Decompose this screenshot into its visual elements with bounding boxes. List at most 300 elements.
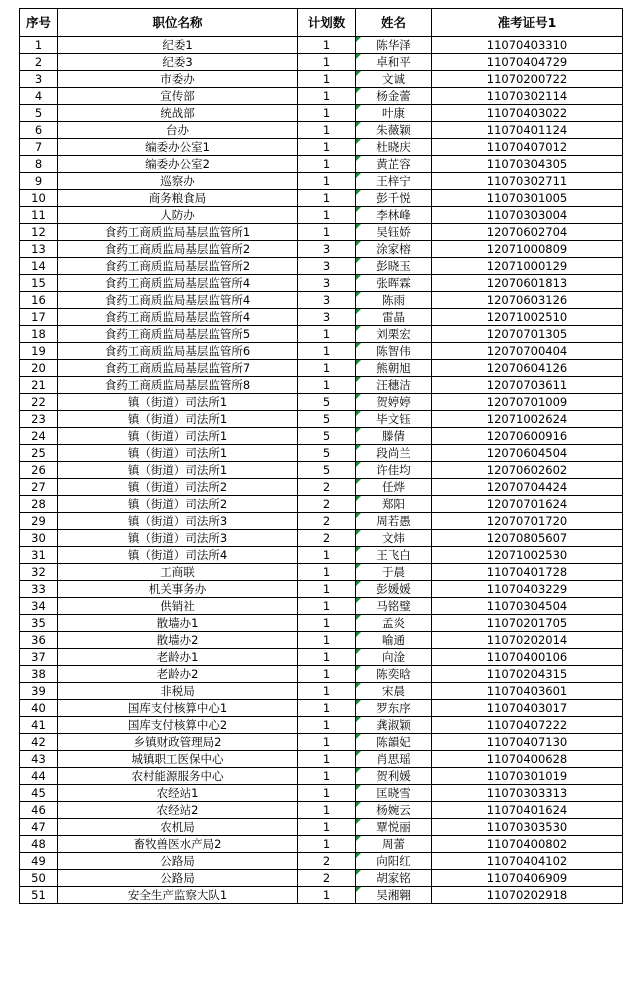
plan-count-cell: 1	[298, 717, 356, 734]
row-index-cell: 40	[20, 700, 58, 717]
position-cell: 镇（街道）司法所3	[58, 530, 298, 547]
position-cell: 城镇职工医保中心	[58, 751, 298, 768]
position-cell: 镇（街道）司法所1	[58, 411, 298, 428]
name-cell: 陈韻妃	[356, 734, 432, 751]
position-cell: 编委办公室1	[58, 139, 298, 156]
plan-count-cell: 1	[298, 122, 356, 139]
name-cell: 喻通	[356, 632, 432, 649]
exam-number-cell: 11070204315	[432, 666, 623, 683]
plan-count-cell: 1	[298, 173, 356, 190]
table-row	[20, 564, 623, 581]
plan-count-cell: 1	[298, 156, 356, 173]
row-index-cell: 21	[20, 377, 58, 394]
row-index-cell: 6	[20, 122, 58, 139]
plan-count-cell: 3	[298, 309, 356, 326]
row-index-cell: 10	[20, 190, 58, 207]
table-row	[20, 717, 623, 734]
plan-count-cell: 1	[298, 360, 356, 377]
exam-number-cell: 11070301005	[432, 190, 623, 207]
position-cell: 公路局	[58, 870, 298, 887]
name-cell: 贺利媛	[356, 768, 432, 785]
table-row	[20, 632, 623, 649]
row-index-cell: 15	[20, 275, 58, 292]
position-cell: 食药工商质监局基层监管所4	[58, 292, 298, 309]
position-cell: 镇（街道）司法所4	[58, 547, 298, 564]
table-row	[20, 88, 623, 105]
exam-number-cell: 12071002530	[432, 547, 623, 564]
exam-number-cell: 11070202918	[432, 887, 623, 904]
table-row	[20, 751, 623, 768]
table-row	[20, 326, 623, 343]
table-row	[20, 547, 623, 564]
exam-number-cell: 11070303004	[432, 207, 623, 224]
plan-count-cell: 1	[298, 564, 356, 581]
table-row	[20, 870, 623, 887]
position-cell: 畜牧兽医水产局2	[58, 836, 298, 853]
name-cell: 胡家铭	[356, 870, 432, 887]
position-cell: 食药工商质监局基层监管所2	[58, 241, 298, 258]
name-cell: 罗东序	[356, 700, 432, 717]
row-index-cell: 45	[20, 785, 58, 802]
position-cell: 统战部	[58, 105, 298, 122]
position-cell: 纪委3	[58, 54, 298, 71]
position-cell: 非税局	[58, 683, 298, 700]
row-index-cell: 27	[20, 479, 58, 496]
name-cell: 向淦	[356, 649, 432, 666]
name-cell: 于晨	[356, 564, 432, 581]
plan-count-cell: 1	[298, 190, 356, 207]
row-index-cell: 24	[20, 428, 58, 445]
table-row	[20, 615, 623, 632]
name-cell: 许佳均	[356, 462, 432, 479]
position-cell: 镇（街道）司法所1	[58, 445, 298, 462]
exam-number-cell: 11070202014	[432, 632, 623, 649]
position-cell: 农经站1	[58, 785, 298, 802]
row-index-cell: 7	[20, 139, 58, 156]
exam-number-cell: 11070403229	[432, 581, 623, 598]
exam-number-cell: 11070200722	[432, 71, 623, 88]
header-exam-number: 准考证号1	[432, 9, 623, 37]
position-cell: 供销社	[58, 598, 298, 615]
exam-number-cell: 12071002510	[432, 309, 623, 326]
table-row	[20, 105, 623, 122]
row-index-cell: 46	[20, 802, 58, 819]
row-index-cell: 51	[20, 887, 58, 904]
position-cell: 农经站2	[58, 802, 298, 819]
name-cell: 陈雨	[356, 292, 432, 309]
row-index-cell: 1	[20, 37, 58, 54]
row-index-cell: 50	[20, 870, 58, 887]
table-row	[20, 377, 623, 394]
position-cell: 安全生产监察大队1	[58, 887, 298, 904]
plan-count-cell: 1	[298, 768, 356, 785]
name-cell: 陈智伟	[356, 343, 432, 360]
exam-number-cell: 12070805607	[432, 530, 623, 547]
row-index-cell: 22	[20, 394, 58, 411]
row-index-cell: 34	[20, 598, 58, 615]
exam-number-cell: 12071000809	[432, 241, 623, 258]
name-cell: 匡晓雪	[356, 785, 432, 802]
row-index-cell: 2	[20, 54, 58, 71]
name-cell: 覃悦丽	[356, 819, 432, 836]
exam-number-cell: 12070602704	[432, 224, 623, 241]
row-index-cell: 8	[20, 156, 58, 173]
name-cell: 杨金蕾	[356, 88, 432, 105]
exam-number-cell: 11070400106	[432, 649, 623, 666]
row-index-cell: 48	[20, 836, 58, 853]
row-index-cell: 29	[20, 513, 58, 530]
position-cell: 人防办	[58, 207, 298, 224]
name-cell: 滕倩	[356, 428, 432, 445]
name-cell: 陈华泽	[356, 37, 432, 54]
plan-count-cell: 1	[298, 105, 356, 122]
row-index-cell: 37	[20, 649, 58, 666]
plan-count-cell: 1	[298, 54, 356, 71]
row-index-cell: 30	[20, 530, 58, 547]
name-cell: 向阳红	[356, 853, 432, 870]
position-cell: 巡察办	[58, 173, 298, 190]
row-index-cell: 11	[20, 207, 58, 224]
name-cell: 吴钰娇	[356, 224, 432, 241]
exam-number-cell: 12070701720	[432, 513, 623, 530]
name-cell: 彭千悦	[356, 190, 432, 207]
row-index-cell: 41	[20, 717, 58, 734]
position-cell: 镇（街道）司法所2	[58, 496, 298, 513]
row-index-cell: 47	[20, 819, 58, 836]
row-index-cell: 4	[20, 88, 58, 105]
row-index-cell: 38	[20, 666, 58, 683]
exam-number-cell: 11070401624	[432, 802, 623, 819]
table-row	[20, 173, 623, 190]
plan-count-cell: 1	[298, 139, 356, 156]
row-index-cell: 42	[20, 734, 58, 751]
exam-number-cell: 12070602602	[432, 462, 623, 479]
exam-number-cell: 11070301019	[432, 768, 623, 785]
exam-number-cell: 12070704424	[432, 479, 623, 496]
table-row	[20, 853, 623, 870]
name-cell: 杜晓庆	[356, 139, 432, 156]
position-cell: 食药工商质监局基层监管所7	[58, 360, 298, 377]
name-cell: 张晖霖	[356, 275, 432, 292]
name-cell: 李林峰	[356, 207, 432, 224]
plan-count-cell: 1	[298, 377, 356, 394]
table-row	[20, 207, 623, 224]
position-cell: 纪委1	[58, 37, 298, 54]
table-row	[20, 428, 623, 445]
name-cell: 宋晨	[356, 683, 432, 700]
plan-count-cell: 3	[298, 241, 356, 258]
table-row	[20, 666, 623, 683]
exam-number-cell: 12070603126	[432, 292, 623, 309]
plan-count-cell: 1	[298, 71, 356, 88]
row-index-cell: 3	[20, 71, 58, 88]
exam-number-cell: 12070701305	[432, 326, 623, 343]
table-row	[20, 496, 623, 513]
plan-count-cell: 1	[298, 751, 356, 768]
row-index-cell: 13	[20, 241, 58, 258]
table-row	[20, 785, 623, 802]
table-row	[20, 445, 623, 462]
header-position: 职位名称	[58, 9, 298, 37]
position-cell: 台办	[58, 122, 298, 139]
position-cell: 镇（街道）司法所1	[58, 394, 298, 411]
plan-count-cell: 5	[298, 411, 356, 428]
row-index-cell: 16	[20, 292, 58, 309]
position-cell: 食药工商质监局基层监管所4	[58, 275, 298, 292]
row-index-cell: 28	[20, 496, 58, 513]
position-cell: 食药工商质监局基层监管所2	[58, 258, 298, 275]
exam-number-cell: 11070403310	[432, 37, 623, 54]
plan-count-cell: 1	[298, 547, 356, 564]
table-row	[20, 700, 623, 717]
plan-count-cell: 1	[298, 819, 356, 836]
exam-number-cell: 11070400628	[432, 751, 623, 768]
plan-count-cell: 2	[298, 530, 356, 547]
name-cell: 马铭璧	[356, 598, 432, 615]
row-index-cell: 31	[20, 547, 58, 564]
plan-count-cell: 1	[298, 581, 356, 598]
name-cell: 陈奕晗	[356, 666, 432, 683]
name-cell: 彭媛媛	[356, 581, 432, 598]
name-cell: 吴湘翱	[356, 887, 432, 904]
table-row	[20, 768, 623, 785]
exam-number-cell: 11070304504	[432, 598, 623, 615]
exam-number-cell: 11070303313	[432, 785, 623, 802]
exam-number-cell: 11070401728	[432, 564, 623, 581]
table-row	[20, 54, 623, 71]
exam-number-cell: 11070201705	[432, 615, 623, 632]
name-cell: 孟炎	[356, 615, 432, 632]
table-row	[20, 462, 623, 479]
exam-number-cell: 11070302114	[432, 88, 623, 105]
name-cell: 黄芷容	[356, 156, 432, 173]
plan-count-cell: 1	[298, 734, 356, 751]
plan-count-cell: 1	[298, 836, 356, 853]
name-cell: 刘栗宏	[356, 326, 432, 343]
name-cell: 龚淑颖	[356, 717, 432, 734]
name-cell: 王梓宁	[356, 173, 432, 190]
name-cell: 卓和平	[356, 54, 432, 71]
plan-count-cell: 1	[298, 887, 356, 904]
row-index-cell: 39	[20, 683, 58, 700]
row-index-cell: 18	[20, 326, 58, 343]
row-index-cell: 44	[20, 768, 58, 785]
position-cell: 国库支付核算中心1	[58, 700, 298, 717]
plan-count-cell: 1	[298, 37, 356, 54]
position-cell: 镇（街道）司法所1	[58, 462, 298, 479]
exam-number-cell: 11070403017	[432, 700, 623, 717]
table-row	[20, 343, 623, 360]
row-index-cell: 49	[20, 853, 58, 870]
exam-number-cell: 12070701009	[432, 394, 623, 411]
exam-number-cell: 11070407222	[432, 717, 623, 734]
name-cell: 肖思瑶	[356, 751, 432, 768]
plan-count-cell: 3	[298, 292, 356, 309]
position-cell: 宣传部	[58, 88, 298, 105]
position-cell: 乡镇财政管理局2	[58, 734, 298, 751]
exam-number-cell: 11070403022	[432, 105, 623, 122]
table-row	[20, 139, 623, 156]
exam-number-cell: 12070700404	[432, 343, 623, 360]
name-cell: 雷晶	[356, 309, 432, 326]
plan-count-cell: 5	[298, 428, 356, 445]
position-cell: 食药工商质监局基层监管所1	[58, 224, 298, 241]
exam-number-cell: 12070703611	[432, 377, 623, 394]
row-index-cell: 36	[20, 632, 58, 649]
row-index-cell: 43	[20, 751, 58, 768]
header-plan-count: 计划数	[298, 9, 356, 37]
table-row	[20, 122, 623, 139]
row-index-cell: 26	[20, 462, 58, 479]
row-index-cell: 14	[20, 258, 58, 275]
position-cell: 食药工商质监局基层监管所4	[58, 309, 298, 326]
plan-count-cell: 1	[298, 343, 356, 360]
plan-count-cell: 1	[298, 683, 356, 700]
exam-number-cell: 11070407130	[432, 734, 623, 751]
plan-count-cell: 1	[298, 632, 356, 649]
exam-number-cell: 11070400802	[432, 836, 623, 853]
position-cell: 编委办公室2	[58, 156, 298, 173]
row-index-cell: 17	[20, 309, 58, 326]
header-name: 姓名	[356, 9, 432, 37]
table-row	[20, 224, 623, 241]
results-table	[19, 8, 623, 904]
name-cell: 杨婉云	[356, 802, 432, 819]
exam-number-cell: 11070302711	[432, 173, 623, 190]
plan-count-cell: 5	[298, 445, 356, 462]
table-row	[20, 598, 623, 615]
row-index-cell: 32	[20, 564, 58, 581]
position-cell: 老龄办1	[58, 649, 298, 666]
plan-count-cell: 1	[298, 207, 356, 224]
position-cell: 公路局	[58, 853, 298, 870]
table-row	[20, 37, 623, 54]
exam-number-cell: 11070304305	[432, 156, 623, 173]
exam-number-cell: 11070406909	[432, 870, 623, 887]
table-row	[20, 156, 623, 173]
exam-number-cell: 11070404729	[432, 54, 623, 71]
plan-count-cell: 2	[298, 853, 356, 870]
row-index-cell: 12	[20, 224, 58, 241]
name-cell: 文炜	[356, 530, 432, 547]
table-row	[20, 292, 623, 309]
plan-count-cell: 1	[298, 88, 356, 105]
plan-count-cell: 2	[298, 870, 356, 887]
row-index-cell: 20	[20, 360, 58, 377]
plan-count-cell: 1	[298, 615, 356, 632]
row-index-cell: 19	[20, 343, 58, 360]
table-row	[20, 836, 623, 853]
exam-number-cell: 12071002624	[432, 411, 623, 428]
exam-number-cell: 12070604126	[432, 360, 623, 377]
name-cell: 郑阳	[356, 496, 432, 513]
name-cell: 叶康	[356, 105, 432, 122]
name-cell: 汪穗洁	[356, 377, 432, 394]
table-row	[20, 309, 623, 326]
plan-count-cell: 1	[298, 700, 356, 717]
plan-count-cell: 1	[298, 598, 356, 615]
exam-number-cell: 12070604504	[432, 445, 623, 462]
name-cell: 熊朝旭	[356, 360, 432, 377]
exam-number-cell: 12070701624	[432, 496, 623, 513]
position-cell: 散墙办1	[58, 615, 298, 632]
table-row	[20, 649, 623, 666]
table-row	[20, 275, 623, 292]
exam-number-cell: 11070403601	[432, 683, 623, 700]
plan-count-cell: 3	[298, 275, 356, 292]
name-cell: 毕文钰	[356, 411, 432, 428]
table-row	[20, 241, 623, 258]
position-cell: 工商联	[58, 564, 298, 581]
table-row	[20, 887, 623, 904]
plan-count-cell: 1	[298, 326, 356, 343]
plan-count-cell: 2	[298, 496, 356, 513]
name-cell: 朱薇颖	[356, 122, 432, 139]
position-cell: 农村能源服务中心	[58, 768, 298, 785]
table-row	[20, 190, 623, 207]
row-index-cell: 23	[20, 411, 58, 428]
name-cell: 涂家榕	[356, 241, 432, 258]
position-cell: 食药工商质监局基层监管所8	[58, 377, 298, 394]
plan-count-cell: 1	[298, 785, 356, 802]
plan-count-cell: 1	[298, 802, 356, 819]
name-cell: 贺婷婷	[356, 394, 432, 411]
plan-count-cell: 1	[298, 649, 356, 666]
row-index-cell: 9	[20, 173, 58, 190]
row-index-cell: 25	[20, 445, 58, 462]
table-row	[20, 411, 623, 428]
plan-count-cell: 1	[298, 224, 356, 241]
position-cell: 食药工商质监局基层监管所5	[58, 326, 298, 343]
plan-count-cell: 5	[298, 394, 356, 411]
table-row	[20, 734, 623, 751]
position-cell: 商务粮食局	[58, 190, 298, 207]
position-cell: 农机局	[58, 819, 298, 836]
table-row	[20, 513, 623, 530]
table-row	[20, 530, 623, 547]
position-cell: 散墙办2	[58, 632, 298, 649]
name-cell: 周若愚	[356, 513, 432, 530]
plan-count-cell: 2	[298, 479, 356, 496]
table-row	[20, 360, 623, 377]
position-cell: 市委办	[58, 71, 298, 88]
exam-number-cell: 11070401124	[432, 122, 623, 139]
exam-number-cell: 12071000129	[432, 258, 623, 275]
name-cell: 王飞白	[356, 547, 432, 564]
position-cell: 老龄办2	[58, 666, 298, 683]
exam-number-cell: 11070303530	[432, 819, 623, 836]
row-index-cell: 35	[20, 615, 58, 632]
position-cell: 镇（街道）司法所2	[58, 479, 298, 496]
plan-count-cell: 1	[298, 666, 356, 683]
table-body	[20, 37, 623, 904]
position-cell: 国库支付核算中心2	[58, 717, 298, 734]
row-index-cell: 33	[20, 581, 58, 598]
position-cell: 食药工商质监局基层监管所6	[58, 343, 298, 360]
table-row	[20, 581, 623, 598]
table-row	[20, 479, 623, 496]
table-row	[20, 258, 623, 275]
exam-number-cell: 12070601813	[432, 275, 623, 292]
table-row	[20, 71, 623, 88]
row-index-cell: 5	[20, 105, 58, 122]
exam-number-cell: 11070404102	[432, 853, 623, 870]
plan-count-cell: 2	[298, 513, 356, 530]
exam-number-cell: 11070407012	[432, 139, 623, 156]
name-cell: 彭晓玉	[356, 258, 432, 275]
header-index: 序号	[20, 9, 58, 37]
plan-count-cell: 5	[298, 462, 356, 479]
